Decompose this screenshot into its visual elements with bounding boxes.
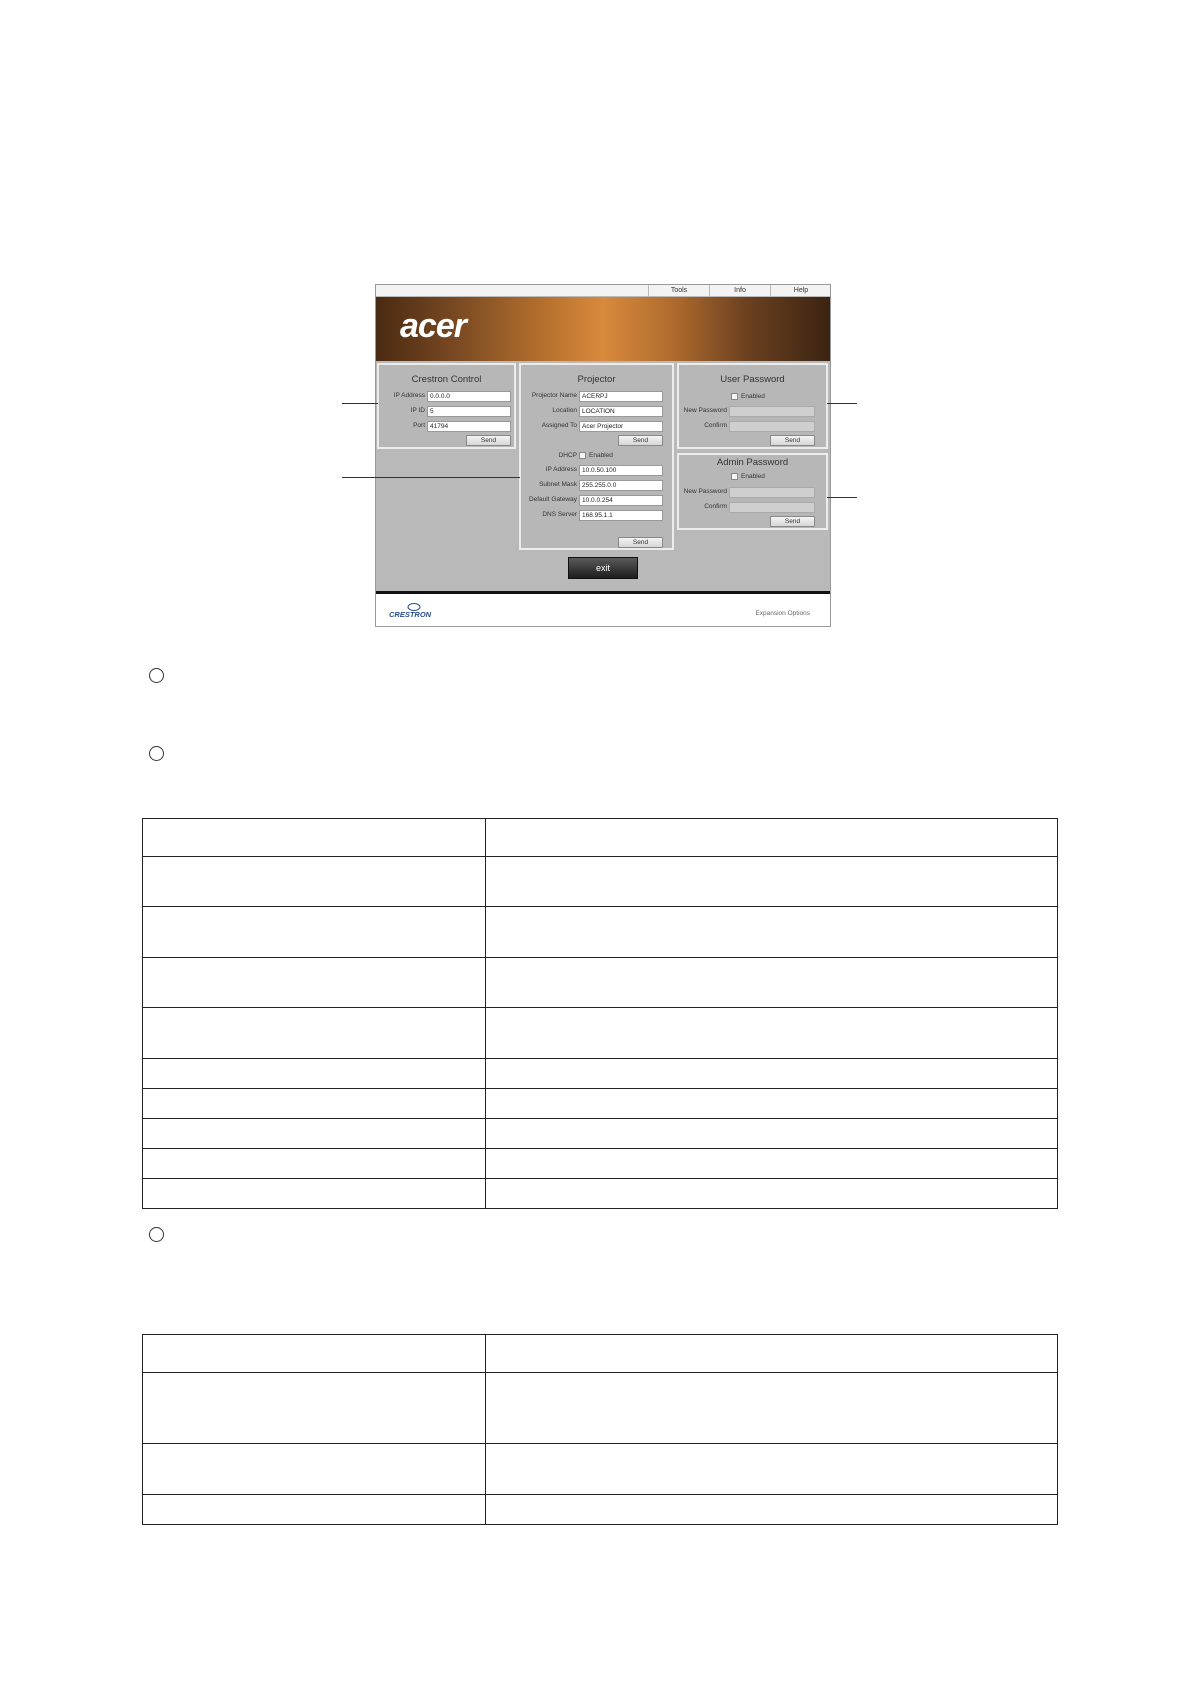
callout-line-crestron <box>342 403 378 404</box>
table-2 <box>142 1334 1058 1525</box>
table-row <box>143 1149 1058 1179</box>
table-row <box>143 1179 1058 1209</box>
callout-line-admin-password <box>827 497 857 498</box>
table-cell <box>486 819 1058 857</box>
table-row <box>143 1444 1058 1495</box>
location-field[interactable]: LOCATION <box>579 406 663 417</box>
table-row <box>143 907 1058 958</box>
table-cell <box>143 857 486 907</box>
location-label: Location <box>552 407 577 414</box>
expansion-options-link[interactable]: Expansion Options <box>755 610 810 617</box>
port-field[interactable]: 41794 <box>427 421 511 432</box>
menu-info[interactable]: Info <box>709 285 770 296</box>
brand-banner <box>376 297 830 361</box>
user-password-send-button[interactable]: Send <box>770 435 815 446</box>
default-gateway-field[interactable]: 10.0.0.254 <box>579 495 663 506</box>
user-password-enabled-label: Enabled <box>741 393 765 400</box>
table-row <box>143 1495 1058 1525</box>
table-cell <box>486 1119 1058 1149</box>
menu-help[interactable]: Help <box>770 285 831 296</box>
dns-server-label: DNS Server <box>542 511 577 518</box>
table-row <box>143 819 1058 857</box>
table-cell <box>143 1008 486 1059</box>
admin-password-enabled-label: Enabled <box>741 473 765 480</box>
projector-send-button[interactable]: Send <box>618 435 663 446</box>
new-password-field[interactable] <box>729 487 815 498</box>
table-cell <box>143 958 486 1008</box>
projector-panel <box>519 363 674 550</box>
new-password-label: New Password <box>683 407 727 414</box>
table-row <box>143 958 1058 1008</box>
bullet-marker <box>149 746 164 761</box>
panel-title: Crestron Control <box>411 374 482 385</box>
table-cell <box>143 907 486 958</box>
table-cell <box>143 1179 486 1209</box>
table-cell <box>143 1119 486 1149</box>
table-cell <box>143 1149 486 1179</box>
table-cell <box>143 1444 486 1495</box>
confirm-label: Confirm <box>704 422 727 429</box>
assigned-to-field[interactable]: Acer Projector <box>579 421 663 432</box>
table-cell <box>486 1444 1058 1495</box>
svg-text:CRESTRON: CRESTRON <box>389 610 432 619</box>
table-row <box>143 1059 1058 1089</box>
confirm-field[interactable] <box>729 421 815 432</box>
menu-tools[interactable]: Tools <box>648 285 709 296</box>
panel-title: Projector <box>577 374 616 385</box>
table-cell <box>143 819 486 857</box>
panel-title: User Password <box>720 374 785 385</box>
table-cell <box>143 1373 486 1444</box>
table-cell <box>486 907 1058 958</box>
user-password-panel <box>677 363 828 449</box>
table-row <box>143 1373 1058 1444</box>
confirm-label: Confirm <box>704 503 727 510</box>
table-cell <box>486 1008 1058 1059</box>
ip-address-label: IP Address <box>393 392 425 399</box>
callout-line-projector <box>342 477 520 478</box>
table-row <box>143 1008 1058 1059</box>
confirm-field[interactable] <box>729 502 815 513</box>
projector-name-label: Projector Name <box>531 392 577 399</box>
ip-address-field[interactable]: 0.0.0.0 <box>427 391 511 402</box>
crestron-control-panel <box>377 363 516 449</box>
table-cell <box>143 1089 486 1119</box>
web-control-screenshot <box>375 284 831 627</box>
table-row <box>143 857 1058 907</box>
new-password-field[interactable] <box>729 406 815 417</box>
subnet-mask-label: Subnet Mask <box>539 481 577 488</box>
new-password-label: New Password <box>683 488 727 495</box>
table-cell <box>486 1335 1058 1373</box>
table-cell <box>486 857 1058 907</box>
table-row <box>143 1119 1058 1149</box>
table-row <box>143 1089 1058 1119</box>
table-cell <box>486 1179 1058 1209</box>
network-send-button[interactable]: Send <box>618 537 663 548</box>
admin-password-checkbox[interactable] <box>731 473 738 480</box>
panel-title: Admin Password <box>716 457 789 468</box>
crestron-send-button[interactable]: Send <box>466 435 511 446</box>
dhcp-enabled-label: Enabled <box>589 452 613 459</box>
dhcp-checkbox[interactable] <box>579 452 586 459</box>
bullet-marker <box>149 1227 164 1242</box>
port-label: Port <box>413 422 425 429</box>
table-cell <box>486 1089 1058 1119</box>
table-cell <box>143 1495 486 1525</box>
default-gateway-label: Default Gateway <box>528 496 577 503</box>
user-password-checkbox[interactable] <box>731 393 738 400</box>
ip-id-label: IP ID <box>410 407 425 414</box>
assigned-to-label: Assigned To <box>541 422 577 429</box>
exit-button[interactable]: exit <box>568 557 638 579</box>
acer-logo: acer <box>400 307 466 345</box>
table-cell <box>143 1059 486 1089</box>
dns-server-field[interactable]: 168.95.1.1 <box>579 510 663 521</box>
top-menu-bar <box>376 285 830 297</box>
projector-name-field[interactable]: ACERPJ <box>579 391 663 402</box>
crestron-logo-icon <box>388 602 440 620</box>
ip-address-label: IP Address <box>545 466 577 473</box>
admin-password-send-button[interactable]: Send <box>770 516 815 527</box>
dhcp-label: DHCP <box>558 452 577 459</box>
subnet-mask-field[interactable]: 255.255.0.0 <box>579 480 663 491</box>
table-row <box>143 1335 1058 1373</box>
footer <box>376 594 830 626</box>
table-cell <box>486 1495 1058 1525</box>
ip-address-field[interactable]: 10.0.50.100 <box>579 465 663 476</box>
bullet-marker <box>149 668 164 683</box>
table-cell <box>486 1149 1058 1179</box>
admin-password-panel <box>677 453 828 530</box>
table-1 <box>142 818 1058 1209</box>
table-cell <box>143 1335 486 1373</box>
callout-line-user-password <box>827 403 857 404</box>
table-cell <box>486 1373 1058 1444</box>
ip-id-field[interactable]: 5 <box>427 406 511 417</box>
table-cell <box>486 1059 1058 1089</box>
table-cell <box>486 958 1058 1008</box>
